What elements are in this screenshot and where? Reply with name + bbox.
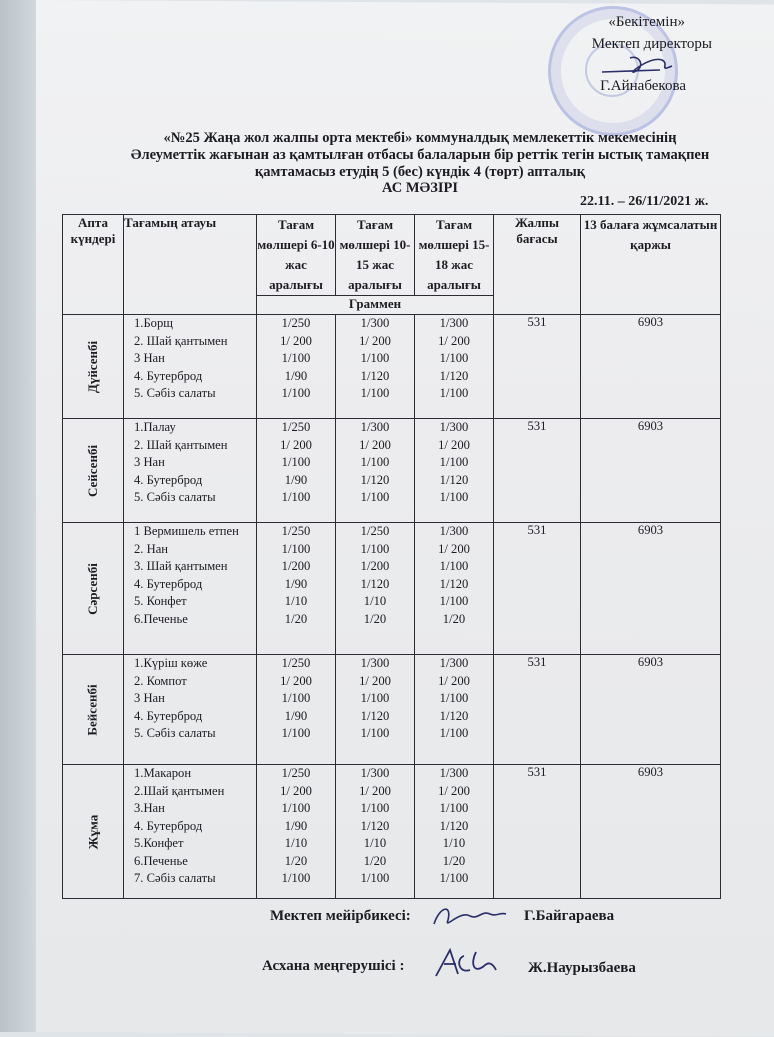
qty-value: 1/100 xyxy=(281,726,311,740)
menu-item: 1.Борщ xyxy=(134,316,173,330)
qty-q2-cell xyxy=(336,315,415,419)
qty-q3-cell xyxy=(415,765,494,899)
qty-value: 1/100 xyxy=(360,455,390,469)
items-cell xyxy=(124,419,257,523)
qty-value: 1/ 200 xyxy=(438,333,470,348)
menu-item: 1.Күріш көже xyxy=(134,656,208,670)
header-name: Тағамың атауы xyxy=(124,215,257,315)
items-cell xyxy=(124,655,257,765)
qty-value: 1/20 xyxy=(284,611,308,626)
canteen-signature xyxy=(430,944,500,984)
title-line-1: «№25 Жаңа жол жалпы орта мектебі» коммуналдық мемлекеттік мекемесінің xyxy=(163,130,677,146)
qty-value: 1/250 xyxy=(281,656,311,670)
qty-value: 1/300 xyxy=(360,656,390,670)
qty-q1-cell xyxy=(257,655,336,765)
qty-value: 1/100 xyxy=(439,871,469,885)
menu-item: 4. Бутерброд xyxy=(134,472,203,487)
qty-q1-cell xyxy=(257,765,336,899)
qty-value: 1/20 xyxy=(284,853,308,868)
menu-item: 5.Конфет xyxy=(134,836,184,850)
qty-value: 1/100 xyxy=(439,726,469,740)
qty-value: 1/120 xyxy=(439,368,469,383)
qty-value: 1/300 xyxy=(439,656,469,670)
qty-value: 1/10 xyxy=(442,836,466,850)
qty-value: 1/120 xyxy=(360,708,390,723)
total-cell: 6903 xyxy=(581,315,721,419)
qty-value: 1/ 200 xyxy=(359,673,391,688)
qty-value: 1/100 xyxy=(360,490,390,504)
qty-value: 1/10 xyxy=(284,594,308,608)
qty-value: 1/ 200 xyxy=(438,673,470,688)
qty-value: 1/250 xyxy=(281,316,311,330)
qty-value: 1/100 xyxy=(439,455,469,469)
qty-value: 1/100 xyxy=(281,490,311,504)
qty-value: 1/100 xyxy=(439,559,469,573)
qty-value: 1/120 xyxy=(360,818,390,833)
total-cell: 6903 xyxy=(581,655,721,765)
qty-q3-cell xyxy=(415,315,494,419)
menu-item: 1.Палау xyxy=(134,420,176,434)
qty-value: 1/120 xyxy=(439,576,469,591)
qty-value: 1/90 xyxy=(284,576,308,591)
menu-item: 4. Бутерброд xyxy=(134,818,203,833)
menu-item: 2. Шай қантымен xyxy=(134,333,228,348)
qty-value: 1/120 xyxy=(360,368,390,383)
day-cell xyxy=(63,523,124,655)
menu-item: 4. Бутерброд xyxy=(134,576,203,591)
qty-value: 1/10 xyxy=(363,594,387,608)
qty-value: 1/ 200 xyxy=(359,783,391,798)
qty-q2-cell xyxy=(336,419,415,523)
qty-value: 1/100 xyxy=(360,351,390,365)
qty-value: 1/20 xyxy=(442,611,466,626)
qty-value: 1/300 xyxy=(360,316,390,330)
qty-value: 1/100 xyxy=(439,351,469,365)
header-grams: Граммен xyxy=(257,296,494,315)
qty-value: 1/100 xyxy=(439,386,469,400)
qty-value: 1/100 xyxy=(439,490,469,504)
nurse-name: Г.Байгараева xyxy=(524,908,615,924)
qty-value: 1/200 xyxy=(281,559,311,573)
menu-item: 2.Шай қантымен xyxy=(134,783,225,798)
qty-value: 1/ 200 xyxy=(280,783,312,798)
qty-value: 1/10 xyxy=(284,836,308,850)
nurse-signature xyxy=(430,900,510,932)
qty-value: 1/300 xyxy=(360,420,390,434)
qty-value: 1/100 xyxy=(360,691,390,705)
menu-item: 3 Нан xyxy=(134,455,165,469)
qty-value: 1/100 xyxy=(281,871,311,885)
header-total: 13 балаға жұмсалатын қаржы xyxy=(581,215,721,315)
canteen-name: Ж.Наурызбаева xyxy=(528,960,636,976)
qty-value: 1/100 xyxy=(360,726,390,740)
qty-value: 1/100 xyxy=(439,801,469,815)
menu-item: 4. Бутерброд xyxy=(134,708,203,723)
header-price: Жалпы бағасы xyxy=(494,215,581,315)
approval-position: Мектеп директоры xyxy=(591,36,712,52)
menu-item: 6.Печенье xyxy=(134,853,188,868)
header-q2: Тағам мөлшері 10-15 жас аралығы xyxy=(336,215,415,296)
day-label: Сәрсенбі xyxy=(84,562,100,615)
qty-value: 1/100 xyxy=(281,541,311,556)
title-line-3: қамтамасыз етудің 5 (бес) күндік 4 (төрт) апталық xyxy=(254,164,586,180)
table-row xyxy=(63,419,721,523)
items-cell xyxy=(124,765,257,899)
menu-item: 3. Шай қантымен xyxy=(134,559,228,573)
nurse-label: Мектеп мейірбикесі: xyxy=(270,908,411,924)
menu-item: 6.Печенье xyxy=(134,611,188,626)
items-cell xyxy=(124,315,257,419)
qty-value: 1/120 xyxy=(360,472,390,487)
header-q3: Тағам мөлшері 15-18 жас аралығы xyxy=(415,215,494,296)
items-cell xyxy=(124,523,257,655)
qty-value: 1/100 xyxy=(281,801,311,815)
menu-item: 5. Сәбіз салаты xyxy=(134,490,216,504)
table-row xyxy=(63,765,721,899)
qty-q2-cell xyxy=(336,655,415,765)
menu-item: 3 Нан xyxy=(134,691,165,705)
day-cell xyxy=(63,419,124,523)
price-cell: 531 xyxy=(494,765,581,899)
qty-q3-cell xyxy=(415,655,494,765)
qty-value: 1/ 200 xyxy=(280,437,312,452)
menu-item: 5. Сәбіз салаты xyxy=(134,726,216,740)
approval-label: «Бекітемін» xyxy=(608,14,685,30)
day-cell xyxy=(63,315,124,419)
total-cell: 6903 xyxy=(581,523,721,655)
day-cell xyxy=(63,655,124,765)
qty-value: 1/100 xyxy=(360,801,390,815)
qty-value: 1/100 xyxy=(439,594,469,608)
qty-q1-cell xyxy=(257,523,336,655)
menu-item: 2. Шай қантымен xyxy=(134,437,228,452)
qty-value: 1/90 xyxy=(284,472,308,487)
total-cell: 6903 xyxy=(581,765,721,899)
qty-value: 1/90 xyxy=(284,708,308,723)
menu-item: 4. Бутерброд xyxy=(134,368,203,383)
qty-value: 1/ 200 xyxy=(438,541,470,556)
menu-item: 5. Конфет xyxy=(134,594,187,608)
menu-item: 3.Нан xyxy=(134,801,165,815)
qty-value: 1/100 xyxy=(281,455,311,469)
qty-q1-cell xyxy=(257,419,336,523)
qty-value: 1/120 xyxy=(439,818,469,833)
qty-value: 1/ 200 xyxy=(280,673,312,688)
qty-q2-cell xyxy=(336,523,415,655)
qty-value: 1/20 xyxy=(363,853,387,868)
menu-item: 3 Нан xyxy=(134,351,165,365)
table-row xyxy=(63,315,721,419)
qty-value: 1/90 xyxy=(284,368,308,383)
qty-value: 1/100 xyxy=(360,386,390,400)
qty-value: 1/ 200 xyxy=(438,783,470,798)
table-row xyxy=(63,655,721,765)
qty-value: 1/20 xyxy=(363,611,387,626)
qty-value: 1/300 xyxy=(439,524,469,538)
day-label: Жұма xyxy=(85,814,100,849)
canteen-label: Асхана меңгерушісі : xyxy=(262,958,405,974)
day-label: Дүйсенбі xyxy=(85,340,100,393)
menu-item: 1 Вермишель етпен xyxy=(134,524,239,538)
approval-name: Г.Айнабекова xyxy=(600,78,686,94)
price-cell: 531 xyxy=(494,655,581,765)
title-line-2: Әлеуметтік жағынан аз қамтылған отбасы балаларын бір реттік тегін ыстық тамақпен xyxy=(130,147,710,163)
qty-value: 1/250 xyxy=(281,524,311,538)
qty-value: 1/100 xyxy=(360,541,390,556)
qty-q3-cell xyxy=(415,419,494,523)
qty-value: 1/250 xyxy=(281,420,311,434)
qty-value: 1/250 xyxy=(281,766,311,780)
qty-value: 1/300 xyxy=(439,420,469,434)
qty-q2-cell xyxy=(336,765,415,899)
qty-value: 1/10 xyxy=(363,836,387,850)
total-cell: 6903 xyxy=(581,419,721,523)
qty-value: 1/100 xyxy=(281,386,311,400)
qty-value: 1/120 xyxy=(360,576,390,591)
day-cell xyxy=(63,765,124,899)
qty-value: 1/100 xyxy=(360,871,390,885)
director-signature xyxy=(600,50,710,78)
qty-value: 1/ 200 xyxy=(359,437,391,452)
date-range: 22.11. – 26/11/2021 ж. xyxy=(580,194,709,209)
menu-table xyxy=(62,214,721,899)
title-line-4: АС МӘЗІРІ xyxy=(381,180,459,196)
qty-value: 1/120 xyxy=(439,472,469,487)
qty-value: 1/ 200 xyxy=(438,437,470,452)
menu-item: 1.Макарон xyxy=(134,766,192,780)
day-label: Бейсенбі xyxy=(85,683,100,736)
menu-item: 5. Сәбіз салаты xyxy=(134,386,216,400)
day-label: Сейсенбі xyxy=(84,444,100,497)
qty-q3-cell xyxy=(415,523,494,655)
qty-value: 1/90 xyxy=(284,818,308,833)
qty-value: 1/300 xyxy=(360,766,390,780)
qty-value: 1/250 xyxy=(360,524,390,538)
header-day: Апта күндері xyxy=(63,215,124,315)
qty-value: 1/20 xyxy=(442,853,466,868)
menu-item: 7. Сәбіз салаты xyxy=(134,871,216,885)
price-cell: 531 xyxy=(494,419,581,523)
price-cell: 531 xyxy=(494,523,581,655)
table-row xyxy=(63,523,721,655)
header-q1: Тағам мөлшері 6-10 жас аралығы xyxy=(257,215,336,296)
menu-item: 2. Нан xyxy=(134,541,169,556)
qty-q1-cell xyxy=(257,315,336,419)
qty-value: 1/100 xyxy=(281,351,311,365)
qty-value: 1/300 xyxy=(439,316,469,330)
price-cell: 531 xyxy=(494,315,581,419)
qty-value: 1/100 xyxy=(281,691,311,705)
qty-value: 1/ 200 xyxy=(359,333,391,348)
qty-value: 1/ 200 xyxy=(280,333,312,348)
qty-value: 1/300 xyxy=(439,766,469,780)
qty-value: 1/200 xyxy=(360,559,390,573)
qty-value: 1/120 xyxy=(439,708,469,723)
qty-value: 1/100 xyxy=(439,691,469,705)
menu-item: 2. Компот xyxy=(134,673,187,688)
